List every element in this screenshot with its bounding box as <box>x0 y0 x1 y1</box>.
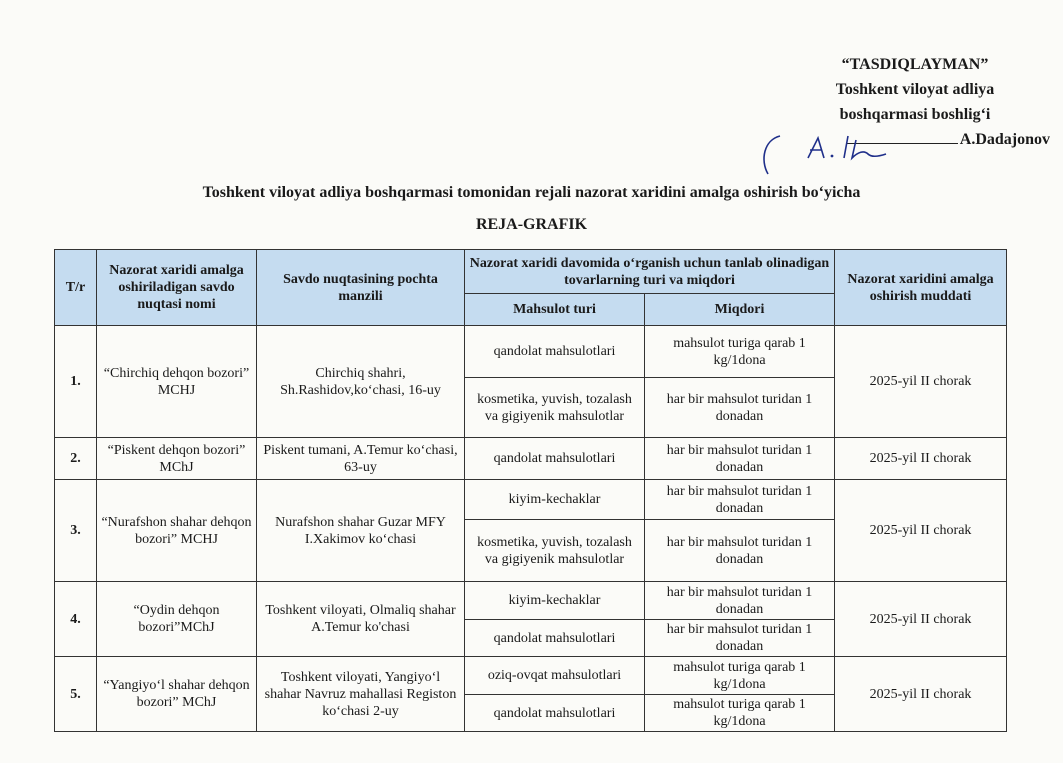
product-type: oziq-ovqat mahsulotlari <box>465 657 645 695</box>
table-row <box>55 582 1007 620</box>
table-header <box>55 250 1007 326</box>
row-number: 4. <box>55 582 97 657</box>
outlet-address: Toshkent viloyati, Yangiyo‘l shahar Navruz mahallasi Registon ko‘chasi 2-uy <box>257 657 465 732</box>
deadline: 2025-yil II chorak <box>835 582 1007 657</box>
row-number: 2. <box>55 438 97 480</box>
row-number: 5. <box>55 657 97 732</box>
outlet-name: “Piskent dehqon bozori” MChJ <box>97 438 257 480</box>
product-quantity: mahsulot turiga qarab 1 kg/1dona <box>645 657 835 695</box>
row-number: 1. <box>55 326 97 438</box>
header-number: T/r <box>55 250 97 326</box>
document-subtitle: REJA-GRAFIK <box>475 216 588 233</box>
product-quantity: har bir mahsulot turidan 1 donadan <box>645 480 835 520</box>
deadline: 2025-yil II chorak <box>835 657 1007 732</box>
table-row <box>55 480 1007 520</box>
header-quantity: Miqdori <box>645 294 835 326</box>
product-quantity: har bir mahsulot turidan 1 donadan <box>645 438 835 480</box>
outlet-address: Toshkent viloyati, Olmaliq shahar A.Temur ko'chasi <box>257 582 465 657</box>
header-deadline: Nazorat xaridini amalga oshirish muddati <box>835 250 1007 326</box>
product-type: kosmetika, yuvish, tozalash va gigiyenik mahsulotlar <box>465 520 645 582</box>
plan-table <box>54 249 1007 732</box>
outlet-name: “Yangiyo‘l shahar dehqon bozori” MChJ <box>97 657 257 732</box>
product-type: qandolat mahsulotlari <box>465 620 645 657</box>
header-outlet-name: Nazorat xaridi amalga oshiriladigan savdo nuqtasi nomi <box>97 250 257 326</box>
outlet-name: “Oydin dehqon bozori”MChJ <box>97 582 257 657</box>
outlet-name: “Chirchiq dehqon bozori” MCHJ <box>97 326 257 438</box>
product-type: kiyim-kechaklar <box>465 582 645 620</box>
approval-heading: “TASDIQLAYMAN” <box>841 56 989 73</box>
product-type: qandolat mahsulotlari <box>465 695 645 732</box>
product-quantity: har bir mahsulot turidan 1 donadan <box>645 582 835 620</box>
product-quantity: mahsulot turiga qarab 1 kg/1dona <box>645 326 835 378</box>
deadline: 2025-yil II chorak <box>835 326 1007 438</box>
product-quantity: har bir mahsulot turidan 1 donadan <box>645 520 835 582</box>
header-product-type: Mahsulot turi <box>465 294 645 326</box>
outlet-address: Chirchiq shahri, Sh.Rashidov,ko‘chasi, 16-uy <box>257 326 465 438</box>
deadline: 2025-yil II chorak <box>835 480 1007 582</box>
product-quantity: mahsulot turiga qarab 1 kg/1dona <box>645 695 835 732</box>
table-row <box>55 657 1007 695</box>
approval-org: Toshkent viloyat adliya <box>835 81 995 98</box>
table-row <box>55 326 1007 378</box>
row-number: 3. <box>55 480 97 582</box>
table-row <box>55 438 1007 480</box>
product-type: kiyim-kechaklar <box>465 480 645 520</box>
header-goods-group: Nazorat xaridi davomida o‘rganish uchun tanlab olinadigan tovarlarning turi va miqdori <box>465 250 835 294</box>
product-quantity: har bir mahsulot turidan 1 donadan <box>645 378 835 438</box>
product-type: qandolat mahsulotlari <box>465 438 645 480</box>
approval-position: boshqarmasi boshlig‘i <box>839 106 991 123</box>
outlet-address: Piskent tumani, A.Temur ko‘chasi, 63-uy <box>257 438 465 480</box>
document-title: Toshkent viloyat adliya boshqarmasi tomonidan rejali nazorat xaridini amalga oshirish bo‘yicha <box>202 184 861 201</box>
product-type: kosmetika, yuvish, tozalash va gigiyenik mahsulotlar <box>465 378 645 438</box>
handwritten-signature <box>758 132 908 180</box>
outlet-name: “Nurafshon shahar dehqon bozori” MCHJ <box>97 480 257 582</box>
outlet-address: Nurafshon shahar Guzar MFY I.Xakimov ko‘chasi <box>257 480 465 582</box>
table-body <box>55 326 1007 732</box>
deadline: 2025-yil II chorak <box>835 438 1007 480</box>
header-address: Savdo nuqtasining pochta manzili <box>257 250 465 326</box>
signatory-name: A.Dadajonov <box>959 131 1050 148</box>
product-type: qandolat mahsulotlari <box>465 326 645 378</box>
product-quantity: har bir mahsulot turidan 1 donadan <box>645 620 835 657</box>
